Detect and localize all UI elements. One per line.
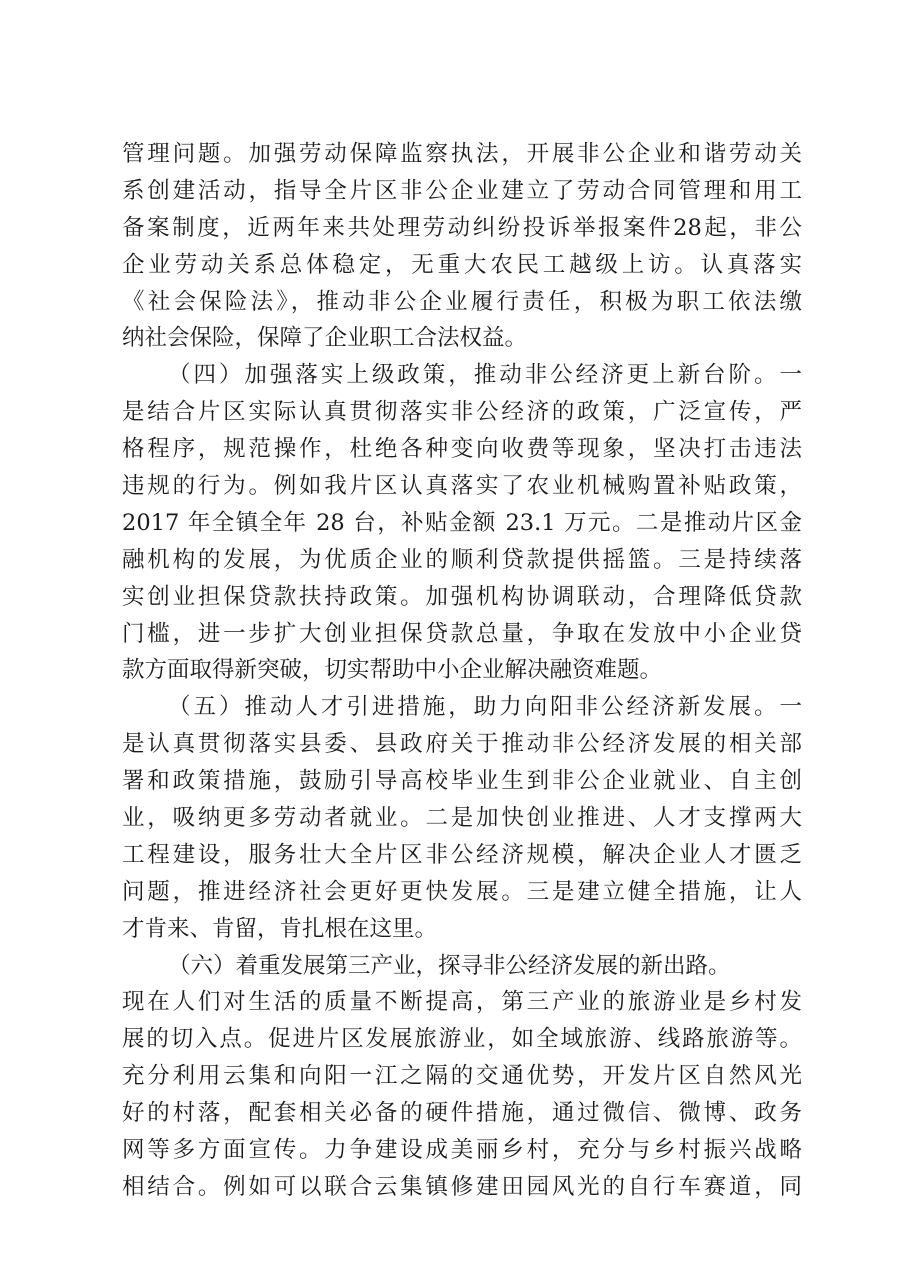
text-line: 才肯来、肯留，肯扎根在这里。 [122, 915, 438, 942]
text-line: 格程序，规范操作，杜绝各种变向收费等现象，坚决打击违法 [122, 436, 802, 463]
text-line: 款方面取得新突破，切实帮助中小企业解决融资难题。 [122, 657, 663, 684]
text-line: 是结合片区实际认真贯彻落实非公经济的政策，广泛宣传，严 [122, 399, 802, 426]
text-line: 署和政策措施，鼓励引导高校毕业生到非公企业就业、自主创 [122, 768, 802, 795]
document-body [122, 136, 802, 1206]
section-heading-line: （五）推动人才引进措施，助力向阳非公经济新发展。一 [168, 694, 802, 721]
text-line: 问题，推进经济社会更好更快发展。三是建立健全措施，让人 [122, 878, 802, 905]
text-line: 现在人们对生活的质量不断提高，第三产业的旅游业是乡村发 [122, 989, 802, 1016]
text-line: 工程建设，服务壮大全片区非公经济规模，解决企业人才匮乏 [122, 841, 802, 868]
text-line: 网等多方面宣传。力争建设成美丽乡村，充分与乡村振兴战略 [122, 1137, 802, 1164]
text-line: 企业劳动关系总体稳定，无重大农民工越级上访。认真落实 [122, 251, 802, 278]
text-line: 2017 年全镇全年 28 台，补贴金额 23.1 万元。二是推动片区金 [122, 509, 802, 536]
text-line: 《社会保险法》，推动非公企业履行责任，积极为职工依法缴 [122, 288, 802, 315]
section-heading-line: （四）加强落实上级政策，推动非公经济更上新台阶。一 [168, 362, 802, 389]
text-line: 管理问题。加强劳动保障监察执法，开展非公企业和谐劳动关 [122, 141, 802, 167]
text-line: 好的村落，配套相关必备的硬件措施，通过微信、微博、政务 [122, 1100, 802, 1127]
text-line: 相结合。例如可以联合云集镇修建田园风光的自行车赛道，同 [122, 1173, 802, 1200]
text-line: 展的切入点。促进片区发展旅游业，如全域旅游、线路旅游等。 [122, 1026, 802, 1053]
text-line: 违规的行为。例如我片区认真落实了农业机械购置补贴政策， [122, 473, 802, 500]
text-line: 纳社会保险，保障了企业职工合法权益。 [122, 325, 528, 352]
text-line: 备案制度，近两年来共处理劳动纠纷投诉举报案件28起，非公 [122, 214, 802, 241]
text-line: 业，吸纳更多劳动者就业。二是加快创业推进、人才支撑两大 [122, 805, 802, 832]
text-line: 融机构的发展，为优质企业的顺利贷款提供摇篮。三是持续落 [122, 546, 802, 573]
section-heading-line: （六）着重发展第三产业，探寻非公经济发展的新出路。 [168, 952, 731, 979]
text-line: 充分利用云集和向阳一江之隔的交通优势，开发片区自然风光 [122, 1063, 802, 1090]
text-line: 实创业担保贷款扶持政策。加强机构协调联动，合理降低贷款 [122, 583, 802, 610]
text-line: 是认真贯彻落实县委、县政府关于推动非公经济发展的相关部 [122, 731, 802, 758]
text-line: 系创建活动，指导全片区非公企业建立了劳动合同管理和用工 [122, 177, 802, 204]
text-line: 门槛，进一步扩大创业担保贷款总量，争取在发放中小企业贷 [122, 620, 802, 647]
